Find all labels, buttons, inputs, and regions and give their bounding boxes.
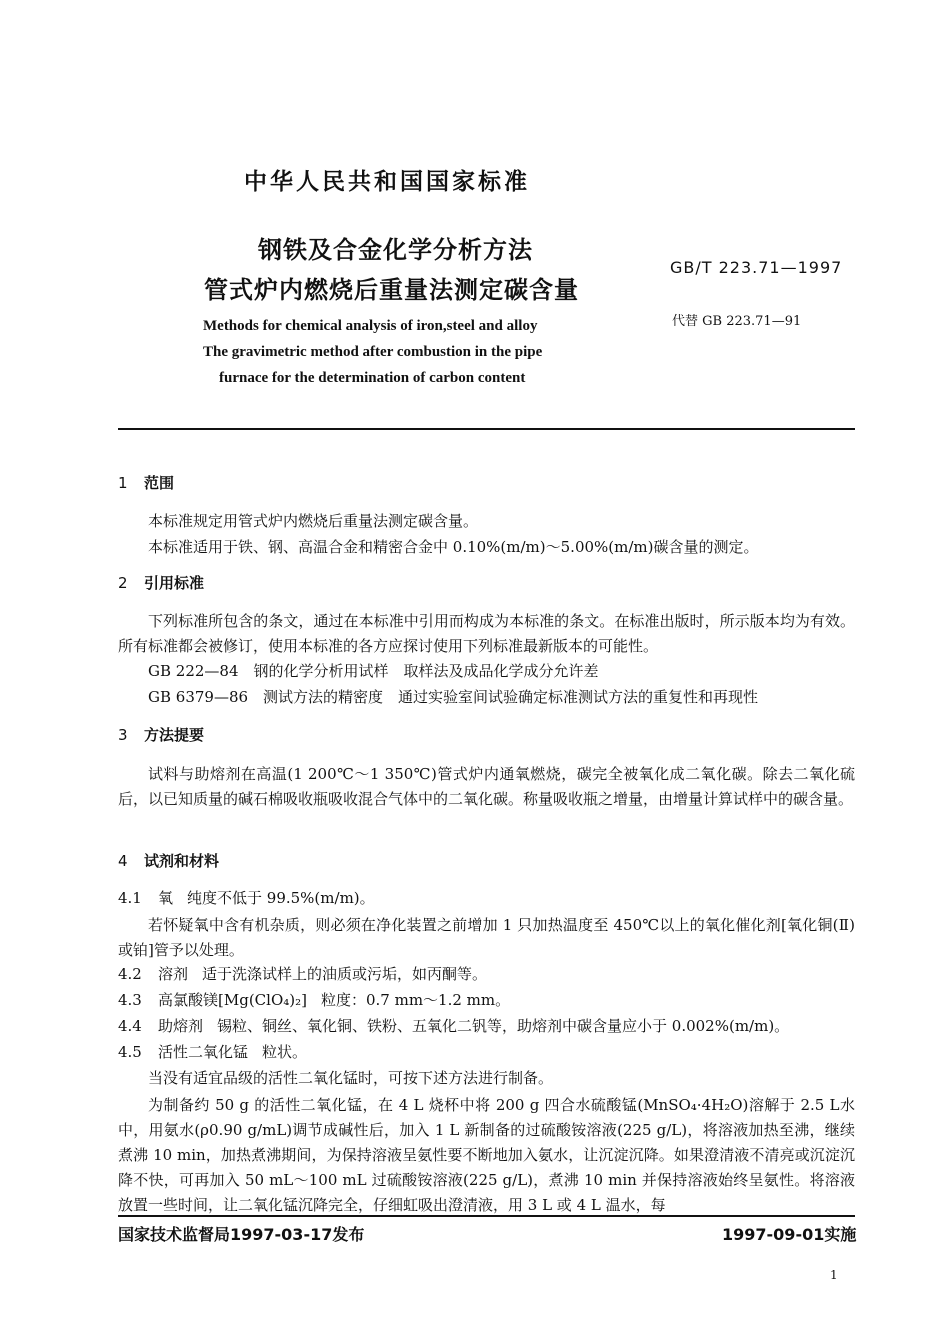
item-key: 高氯酸镁[Mg(ClO₄)₂]	[158, 991, 307, 1009]
english-title-line2: The gravimetric method after combustion in the pipe	[203, 344, 543, 360]
item-key: 活性二氧化锰	[158, 1043, 249, 1061]
item-text: 适于洗涤试样上的油质或污垢，如丙酮等。	[202, 965, 488, 983]
section-number: 2	[118, 574, 128, 592]
item-4-1-note: 若怀疑氧中含有机杂质，则必须在净化装置之前增加 1 只加热温度至 450℃以上的氧化催化剂[氧化铜(Ⅱ)或铂]管予以处理。	[118, 916, 855, 959]
item-key: 氧	[158, 889, 174, 907]
item-text: 纯度不低于 99.5%(m/m)。	[187, 889, 375, 907]
standard-number: GB/T 223.71—1997	[670, 258, 843, 277]
item-text: 粒度：0.7 mm～1.2 mm。	[320, 991, 511, 1009]
item-number: 4.5	[118, 1043, 142, 1061]
section-4-heading	[118, 850, 219, 871]
item-4-5-para-2: 为制备约 50 g 的活性二氧化锰，在 4 L 烧杯中将 200 g 四合水硫酸锰(MnSO₄·4H₂O)溶解于 2.5 L水中，用氨水(ρ0.90 g/mL)调节成碱性后，加入 1 L 新制备的过硫酸铵溶液(225 g/L)，将溶液加热至沸，继续煮沸 10 min，加热煮沸期间，为保持溶液呈氨性要不断地加入氨水，让沉淀沉降。如果澄清液不清亮或沉淀沉降不快，可再加入 50 mL～100 mL 过硫酸铵溶液(225 g/L)，煮沸 10 min 并保持溶液始终呈氨性。将溶液放置一些时间，让二氧化锰沉降完全，仔细虹吸出澄清液，用 3 L 或 4 L 温水，每	[118, 1096, 855, 1214]
section-1-para-2: 本标准适用于铁、钢、高温合金和精密合金中 0.10%(m/m)～5.00%(m/m)碳含量的测定。	[148, 538, 759, 556]
replaces-note: 代替 GB 223.71—91	[672, 314, 802, 329]
org-title: 中华人民共和国国家标准	[244, 169, 530, 195]
page-number: 1	[830, 1268, 838, 1282]
doc-title-line1: 钢铁及合金化学分析方法	[258, 236, 533, 264]
section-number: 3	[118, 726, 128, 744]
item-number: 4.3	[118, 991, 142, 1009]
section-title: 范围	[144, 474, 175, 492]
item-4-4	[118, 1015, 789, 1036]
doc-title-line2: 管式炉内燃烧后重量法测定碳含量	[204, 276, 579, 304]
english-title-line1: Methods for chemical analysis of iron,steel and alloy	[203, 318, 538, 334]
reference-gb222: GB 222—84 钢的化学分析用试样 取样法及成品化学成分允许差	[148, 662, 599, 680]
header-divider	[118, 428, 855, 430]
section-title: 方法提要	[144, 726, 205, 744]
section-title: 试剂和材料	[144, 852, 220, 870]
item-key: 溶剂	[158, 965, 189, 983]
footer-divider	[118, 1215, 855, 1217]
reference-gb6379: GB 6379—86 测试方法的精密度 通过实验室间试验确定标准测试方法的重复性和再现性	[148, 688, 759, 706]
item-4-5	[118, 1041, 307, 1062]
section-2-heading	[118, 572, 204, 593]
section-title: 引用标准	[144, 574, 205, 592]
item-number: 4.1	[118, 889, 142, 907]
item-text: 粒状。	[262, 1043, 308, 1061]
section-1-heading	[118, 472, 174, 493]
item-4-2	[118, 963, 487, 984]
effective-date: 1997-09-01实施	[722, 1225, 857, 1244]
item-text: 锡粒、铜丝、氧化铜、铁粉、五氧化二钒等，助熔剂中碳含量应小于 0.002%(m/m)。	[217, 1017, 790, 1035]
section-3-para-1: 试料与助熔剂在高温(1 200℃～1 350℃)管式炉内通氧燃烧，碳完全被氧化成二氧化碳。除去二氧化硫后，以已知质量的碱石棉吸收瓶吸收混合气体中的二氧化碳。称量吸收瓶之增量，由增量计算试样中的碳含量。	[118, 765, 855, 808]
item-4-5-para-1: 当没有适宜品级的活性二氧化锰时，可按下述方法进行制备。	[148, 1069, 554, 1087]
english-title-line3: furnace for the determination of carbon content	[219, 370, 526, 386]
section-number: 1	[118, 474, 128, 492]
section-2-para-1: 下列标准所包含的条文，通过在本标准中引用而构成为本标准的条文。在标准出版时，所示版本均为有效。所有标准都会被修订，使用本标准的各方应探讨使用下列标准最新版本的可能性。	[118, 612, 855, 655]
issued-by: 国家技术监督局1997-03-17发布	[118, 1225, 365, 1244]
item-number: 4.2	[118, 965, 142, 983]
item-4-1	[118, 887, 375, 908]
section-1-para-1: 本标准规定用管式炉内燃烧后重量法测定碳含量。	[148, 512, 479, 530]
item-number: 4.4	[118, 1017, 142, 1035]
section-3-heading	[118, 724, 204, 745]
item-key: 助熔剂	[158, 1017, 204, 1035]
section-number: 4	[118, 852, 128, 870]
item-4-3	[118, 989, 510, 1010]
